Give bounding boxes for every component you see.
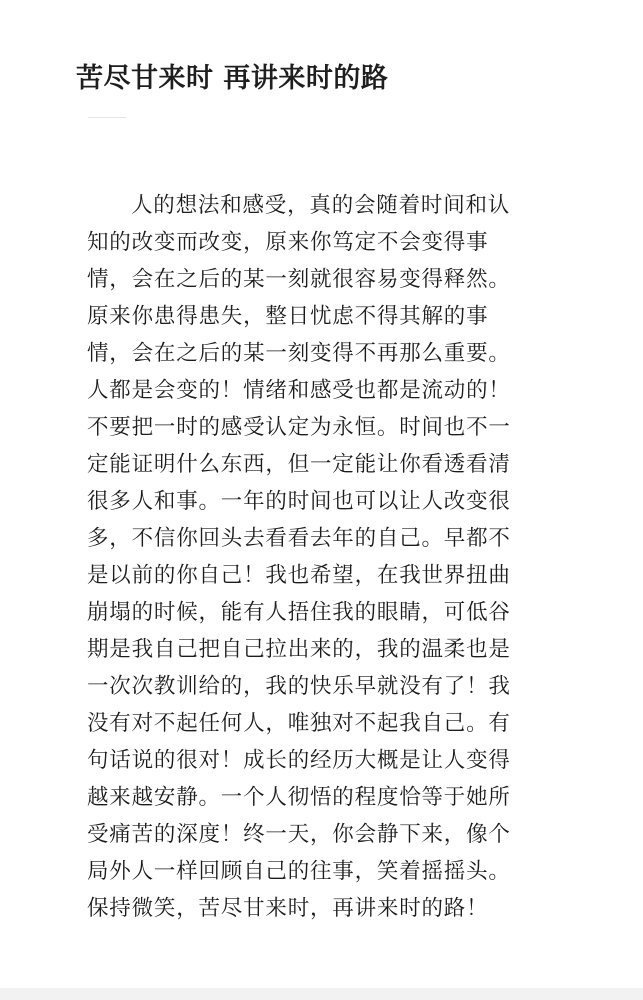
body-line: 情，会在之后的某一刻就很容易变得释然。: [87, 267, 511, 292]
article-title: 苦尽甘来时 再讲来时的路: [76, 63, 389, 94]
body-line: 是以前的你自己！我也希望，在我世界扭曲: [87, 563, 511, 588]
body-line: 崩塌的时候，能有人捂住我的眼睛，可低谷: [87, 600, 511, 625]
body-line: 不要把一时的感受认定为永恒。时间也不一: [87, 415, 511, 440]
body-line: 人的想法和感受，真的会随着时间和认: [131, 193, 511, 218]
body-line: 原来你患得患失，整日忧虑不得其解的事: [87, 304, 489, 329]
body-line: 一次次教训给的，我的快乐早就没有了！我: [87, 674, 511, 699]
body-line: 情，会在之后的某一刻变得不再那么重要。: [87, 341, 511, 366]
body-line: 没有对不起任何人，唯独对不起我自己。有: [87, 711, 511, 736]
body-line: 多，不信你回头去看看去年的自己。早都不: [87, 526, 511, 551]
body-line: 很多人和事。一年的时间也可以让人改变很: [87, 489, 511, 514]
body-line: 保持微笑，苦尽甘来时，再讲来时的路！: [87, 896, 489, 921]
body-line: 人都是会变的！情绪和感受也都是流动的！: [87, 378, 511, 403]
body-line: 定能证明什么东西，但一定能让你看透看清: [87, 452, 511, 477]
body-line: 期是我自己把自己拉出来的，我的温柔也是: [87, 637, 511, 662]
body-line: 受痛苦的深度！终一天，你会静下来，像个: [87, 822, 511, 847]
body-line: 句话说的很对！成长的经历大概是让人变得: [87, 748, 511, 773]
body-line: 知的改变而改变，原来你笃定不会变得事: [87, 230, 489, 255]
body-line: 局外人一样回顾自己的往事，笑着摇摇头。: [87, 859, 511, 884]
article-body: [87, 187, 557, 927]
title-divider: [88, 117, 126, 118]
body-line: 越来越安静。一个人彻悟的程度恰等于她所: [87, 785, 511, 810]
bottom-edge: [0, 988, 643, 1000]
